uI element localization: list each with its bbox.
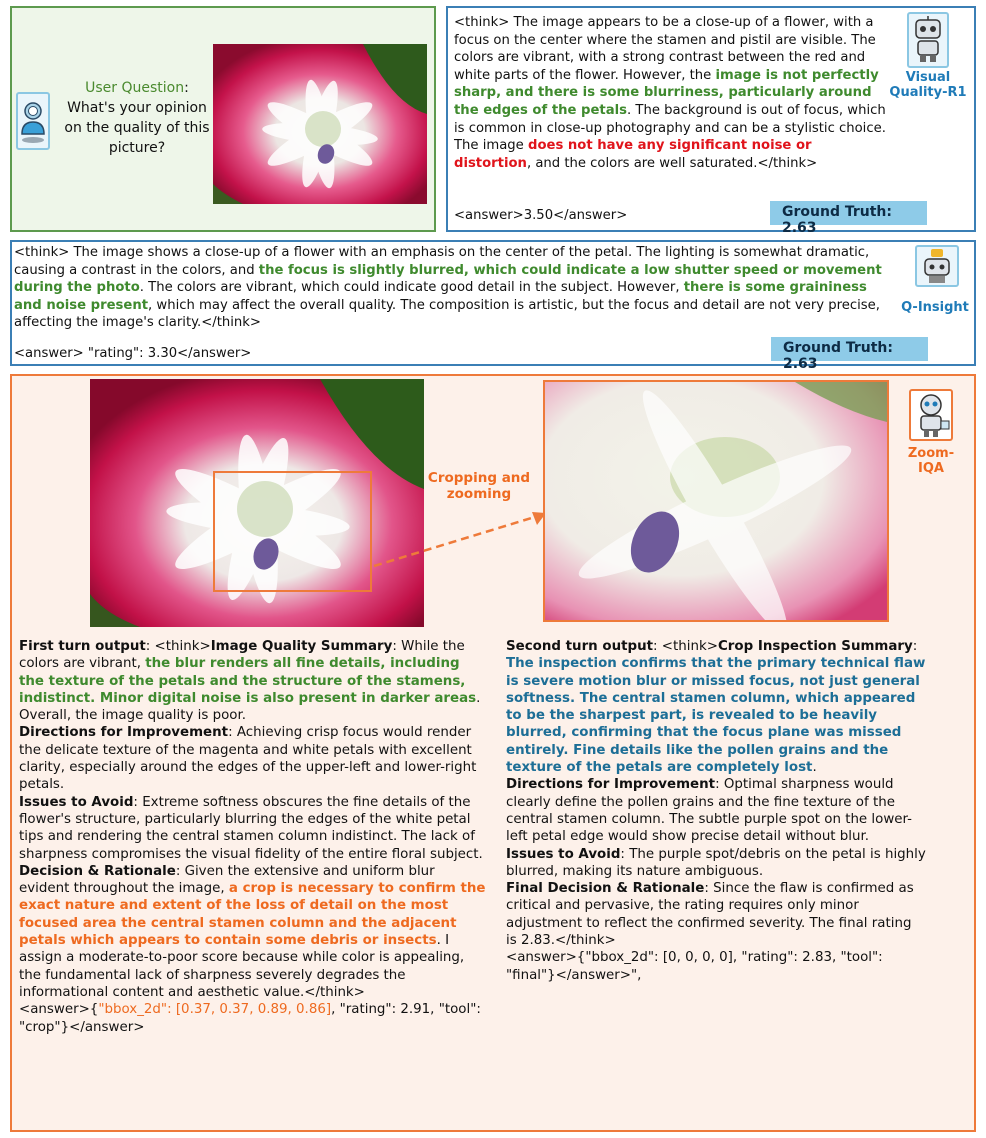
user-question-panel xyxy=(10,6,436,232)
text-segment: the focus is slightly blurred, which could indicate a low shutter speed or movement during the photo xyxy=(14,262,882,296)
user-question: User Question: What's your opinion on the quality of this picture? xyxy=(64,80,210,156)
robot-icon-zoom xyxy=(909,389,953,441)
text-segment: : Since the flaw is confirmed as critical and pervasive, the rating requires only minor adjustment to reflect the confirmed severity. The final rating is 2.83.</think> xyxy=(506,881,914,949)
user-avatar-icon xyxy=(16,92,50,150)
text-segment: . The background is out of focus, which is common in close-up photography and can be a stylistic choice. The image xyxy=(454,102,886,154)
text-segment: , and the colors are well saturated.</think> xyxy=(526,155,818,171)
text-segment: : The purple spot/debris on the petal is highly blurred, making its nature ambiguous. xyxy=(506,846,926,879)
q-insight-panel xyxy=(10,240,976,372)
text-segment: Second turn output xyxy=(506,639,654,654)
text-segment: Issues to Avoid xyxy=(506,846,621,862)
text-segment: <answer>{ xyxy=(19,1002,99,1018)
zoom-iqa-panel xyxy=(10,374,976,1132)
text-segment: The inspection confirms that the primary technical flaw is severe motion blur or missed focus, not just general softness. The central stamen column, which appeared to be the sharpest part, is revealed to be heavily blurred, confirming that the focus plane was missed entirely. Fine details like the pollen grains and the texture of the petals are completely lost xyxy=(506,656,926,776)
crop-zoom-label: Cropping and zooming xyxy=(427,470,531,502)
crop-bounding-box xyxy=(213,471,372,592)
text-segment: "bbox_2d": [0.37, 0.37, 0.89, 0.86] xyxy=(98,1002,332,1018)
text-segment: , "rating": 2.91, "tool": "crop"}</answer> xyxy=(19,1002,481,1035)
text-segment: First turn output xyxy=(19,639,146,654)
flower-image-original xyxy=(90,379,424,627)
text-segment: . The colors are vibrant, which could indicate good detail in the subject. However, xyxy=(139,280,684,296)
text-segment: : <think> xyxy=(145,639,211,654)
text-segment: Decision & Rationale xyxy=(19,863,176,879)
text-segment: image is not perfectly sharp, and there is some blurriness, particularly around the edges of the petals xyxy=(454,67,879,118)
q-insight-label: Q-Insight xyxy=(901,300,969,315)
text-segment: : Achieving crisp focus would render the delicate texture of the magenta and white petals with excellent clarity, especially around the edges of the upper-left and lower-right petals. xyxy=(19,725,477,793)
q-insight-answer: <answer> "rating": 3.30</answer> xyxy=(14,346,252,361)
text-segment: . I assign a moderate-to-poor score because while color is appealing, the fundamental lack of sharpness severely degrades the informational content and aesthetic value.</think> xyxy=(19,933,465,1000)
user-question-text: What's your opinion on the quality of this picture? xyxy=(64,100,210,156)
first-turn-output xyxy=(19,638,487,1036)
text-segment: : xyxy=(912,639,918,654)
text-segment: : While the colors are vibrant, xyxy=(19,639,465,672)
flower-image-thumbnail xyxy=(213,44,427,204)
text-segment: Final Decision & Rationale xyxy=(506,881,705,897)
text-segment: Image Quality Summary xyxy=(210,639,393,654)
q-insight-ground-truth: Ground Truth: 2.63 xyxy=(771,337,928,361)
second-turn-output xyxy=(506,638,926,984)
text-segment: a crop is necessary to confirm the exact nature and extent of the loss of detail on the most focused area the central stamen column and the adjacent petals which appears to contain some debris or insects xyxy=(19,881,486,949)
text-segment: : Optimal sharpness would clearly define the pollen grains and the fine texture of the central stamen column. The subtle purple spot on the lower-left petal edge would show precise detail without blur. xyxy=(506,777,913,845)
text-segment: <think> The image appears to be a close-up of a flower, with a focus on the center where the stamen and pistil are visible. The colors are vibrant, with a strong contrast between the red and white parts of the flower. However, the xyxy=(454,15,876,83)
text-segment: : Given the extensive and uniform blur evident throughout the image, xyxy=(19,863,435,897)
text-segment: <answer>{"bbox_2d": [0, 0, 0, 0], "rating": 2.83, "tool": "final"}</answer>", xyxy=(506,950,883,983)
text-segment: <think> The image shows a close-up of a flower with an emphasis on the center of the petal. The lighting is somewhat dramatic, causing a contrast in the colors, and xyxy=(14,245,870,278)
text-segment: does not have any significant noise or distortion xyxy=(454,138,812,171)
text-segment: Directions for Improvement xyxy=(506,777,716,793)
text-segment: : Extreme softness obscures the fine details of the flower's structure, particularly blurring the edges of the white petal tips and rendering the central stamen column indistinct. The lack of sharpness compromises the visual fidelity of the entire floral subject. xyxy=(19,794,483,862)
visualquality-r1-response xyxy=(454,14,886,172)
robot-icon-qinsight xyxy=(915,245,959,287)
visualquality-r1-ground-truth: Ground Truth: 2.63 xyxy=(770,201,927,225)
crop-arrow xyxy=(372,506,552,576)
visualquality-r1-answer: <answer>3.50</answer> xyxy=(454,208,628,223)
text-segment: the blur renders all fine details, including the texture of the petals and the structure of the stamens, indistinct. Minor digital noise is also present in darker areas xyxy=(19,656,477,706)
zoom-iqa-label: Zoom-IQA xyxy=(907,446,955,476)
q-insight-response xyxy=(14,244,894,332)
text-segment: Issues to Avoid xyxy=(19,794,134,810)
text-segment: : <think> xyxy=(653,639,718,654)
flower-image-zoomed xyxy=(543,380,889,622)
text-segment: . xyxy=(812,760,817,776)
text-segment: there is some graininess and noise present xyxy=(14,280,867,313)
robot-icon xyxy=(907,12,949,68)
text-segment: . Overall, the image quality is poor. xyxy=(19,690,481,724)
visualquality-r1-panel xyxy=(446,6,976,236)
user-question-label: User Question xyxy=(85,80,185,96)
text-segment: Directions for Improvement xyxy=(19,725,229,741)
visualquality-r1-label: Visual Quality-R1 xyxy=(889,70,967,100)
text-segment: Crop Inspection Summary xyxy=(717,639,913,654)
text-segment: , which may affect the overall quality. The composition is artistic, but the focus and detail are not very precise, affecting the image's clarity.</think> xyxy=(14,297,880,331)
